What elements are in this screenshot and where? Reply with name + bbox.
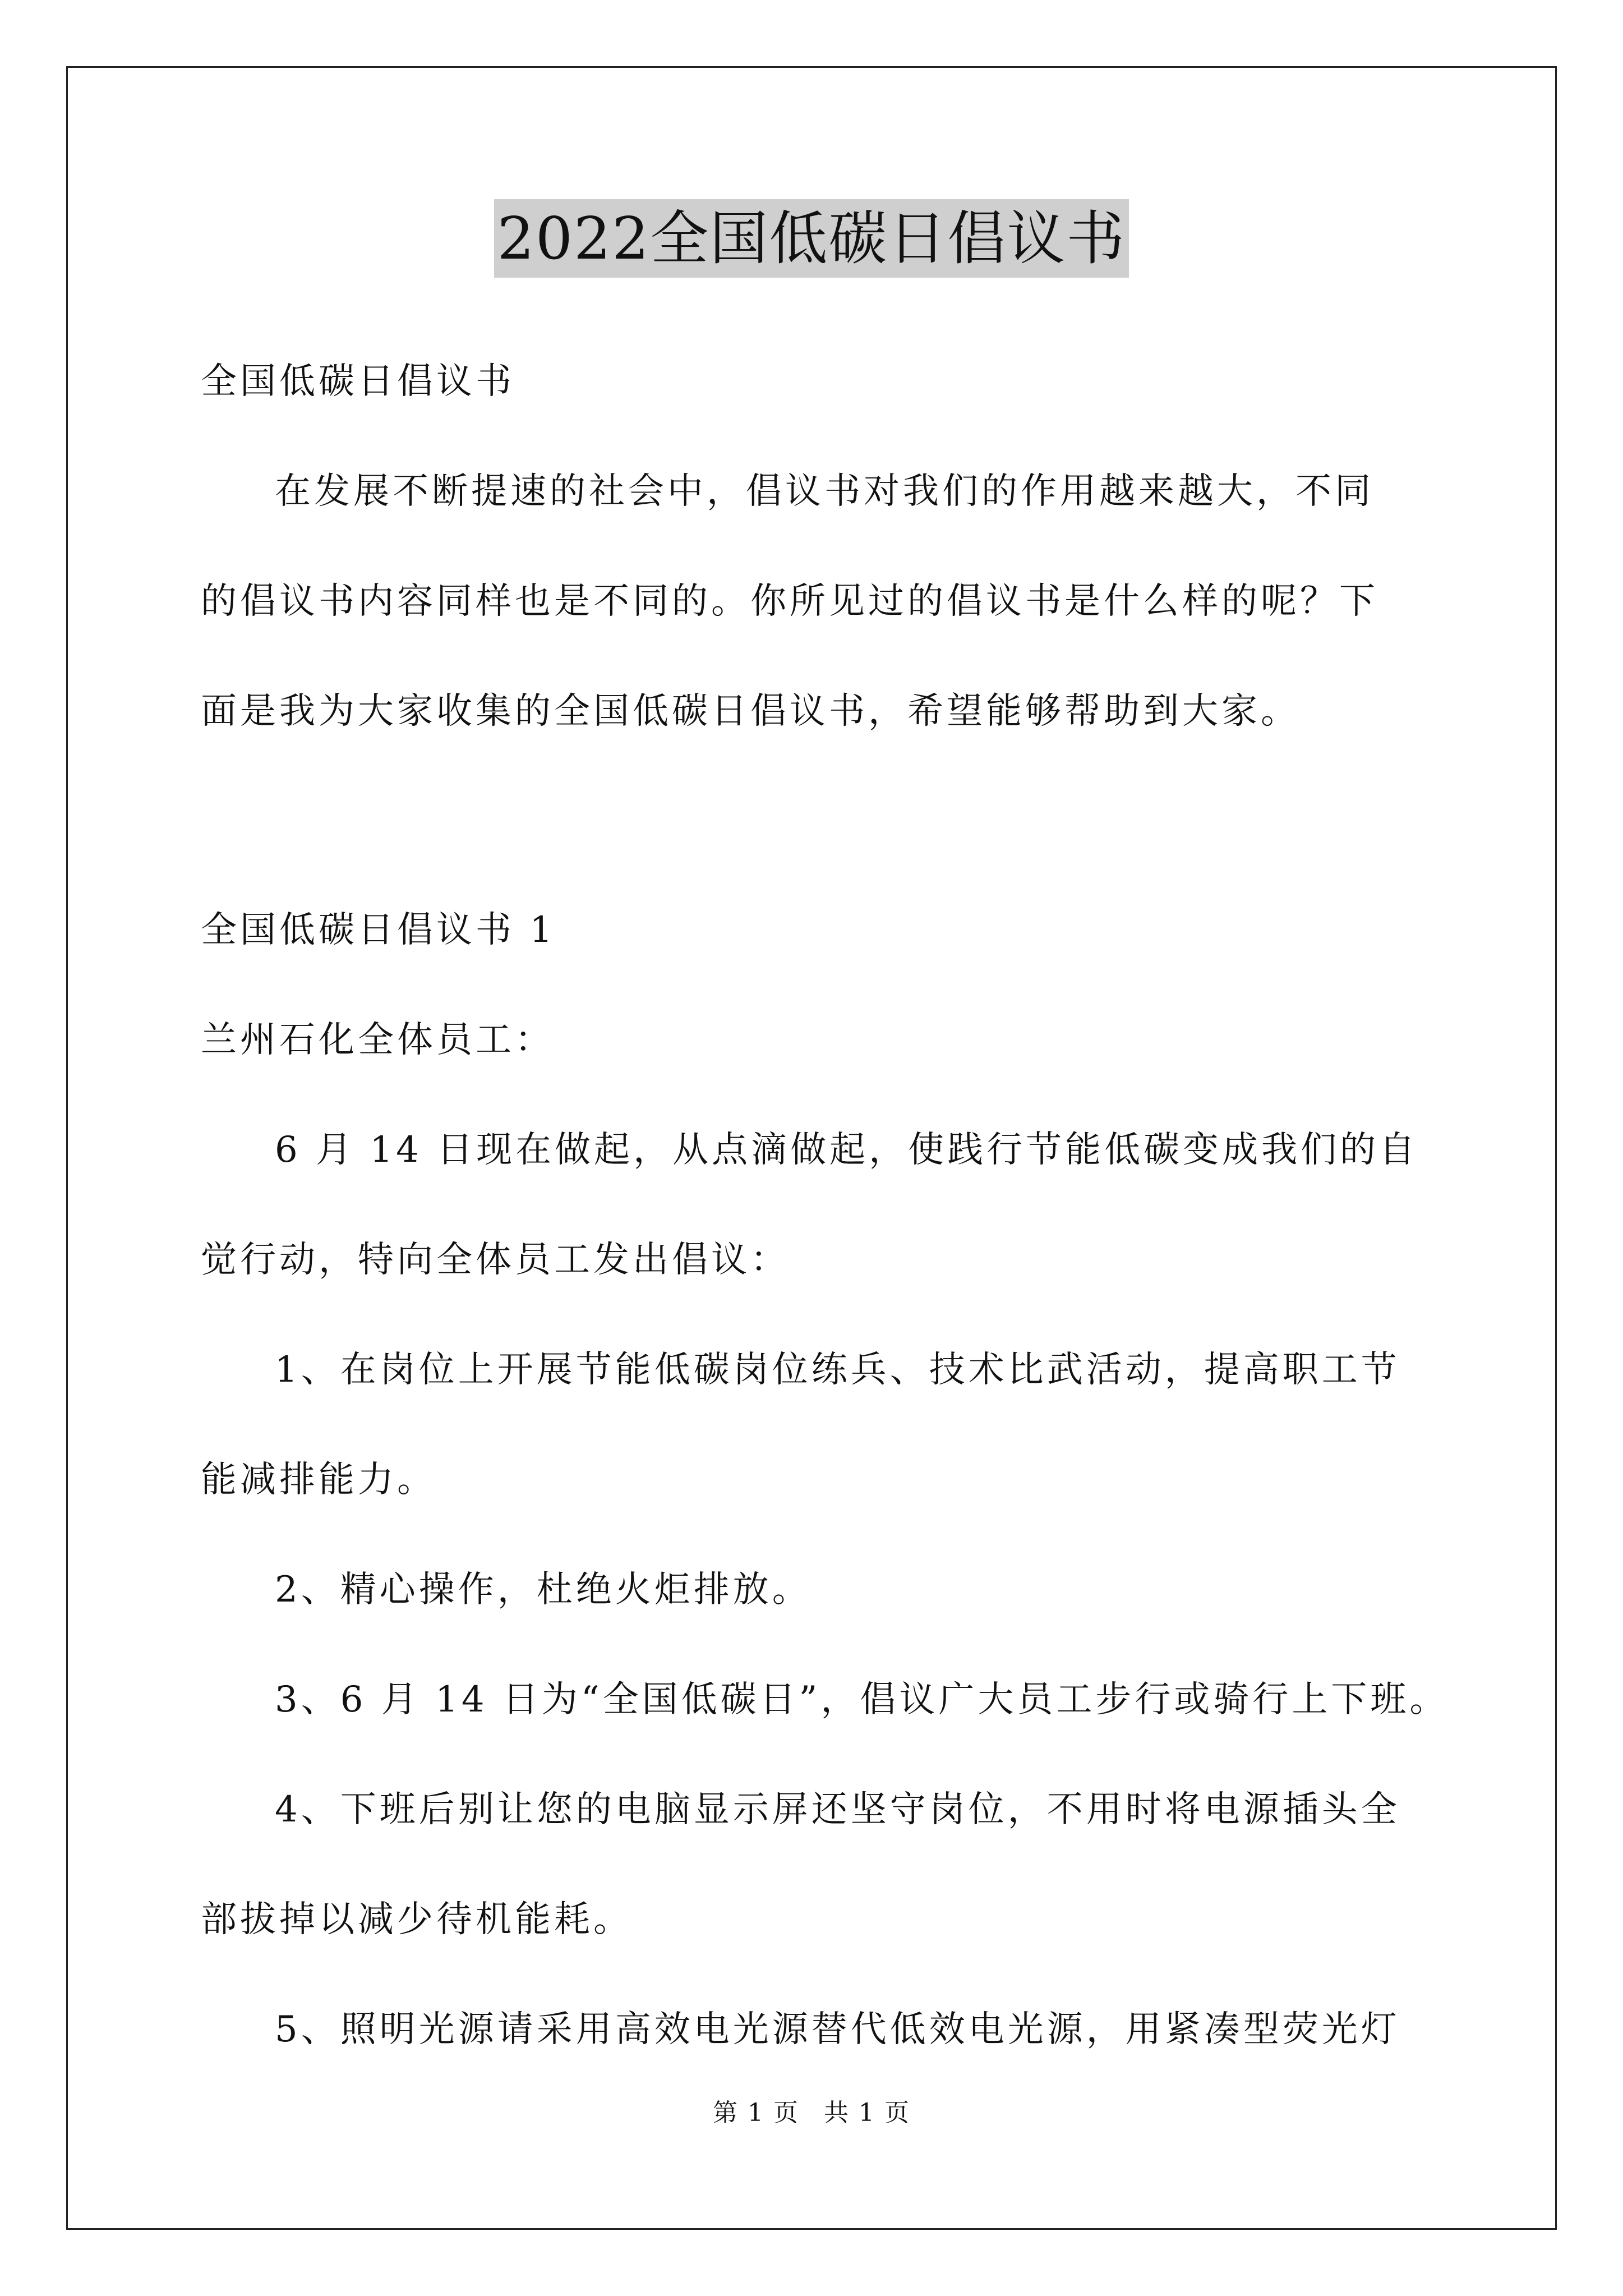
paragraph-line: 能减排能力。 xyxy=(201,1459,436,1501)
paragraph-line: 2、精心操作，杜绝火炬排放。 xyxy=(275,1569,811,1611)
intro-line-3: 面是我为大家收集的全国低碳日倡议书，希望能够帮助到大家。 xyxy=(201,691,1300,732)
title-container xyxy=(0,199,1623,278)
section-heading: 全国低碳日倡议书 1 xyxy=(201,909,556,951)
salutation: 兰州石化全体员工： xyxy=(201,1019,554,1061)
paragraph-line: 5、照明光源请采用高效电光源替代低效电光源，用紧凑型荧光灯 xyxy=(275,2009,1400,2050)
paragraph-line: 1、在岗位上开展节能低碳岗位练兵、技术比武活动，提高职工节 xyxy=(275,1349,1400,1391)
page-number: 第 1 页 xyxy=(713,2099,799,2127)
paragraph-line: 3、6 月 14 日为“全国低碳日”，倡议广大员工步行或骑行上下班。 xyxy=(275,1679,1449,1720)
page-footer xyxy=(0,2092,1623,2128)
paragraph-line: 6 月 14 日现在做起，从点滴做起，使践行节能低碳变成我们的自 xyxy=(275,1129,1419,1171)
paragraph-line: 觉行动，特向全体员工发出倡议： xyxy=(201,1239,790,1281)
page-count: 共 1 页 xyxy=(824,2099,910,2127)
intro-line-2: 的倡议书内容同样也是不同的。你所见过的倡议书是什么样的呢？下 xyxy=(201,581,1378,622)
paragraph-line: 部拔掉以减少待机能耗。 xyxy=(201,1899,633,1940)
document-subtitle: 全国低碳日倡议书 xyxy=(201,361,515,402)
intro-line-1: 在发展不断提速的社会中，倡议书对我们的作用越来越大，不同 xyxy=(275,471,1374,512)
paragraph-line: 4、下班后别让您的电脑显示屏还坚守岗位，不用时将电源插头全 xyxy=(275,1789,1400,1830)
document-title: 2022全国低碳日倡议书 xyxy=(494,199,1129,278)
